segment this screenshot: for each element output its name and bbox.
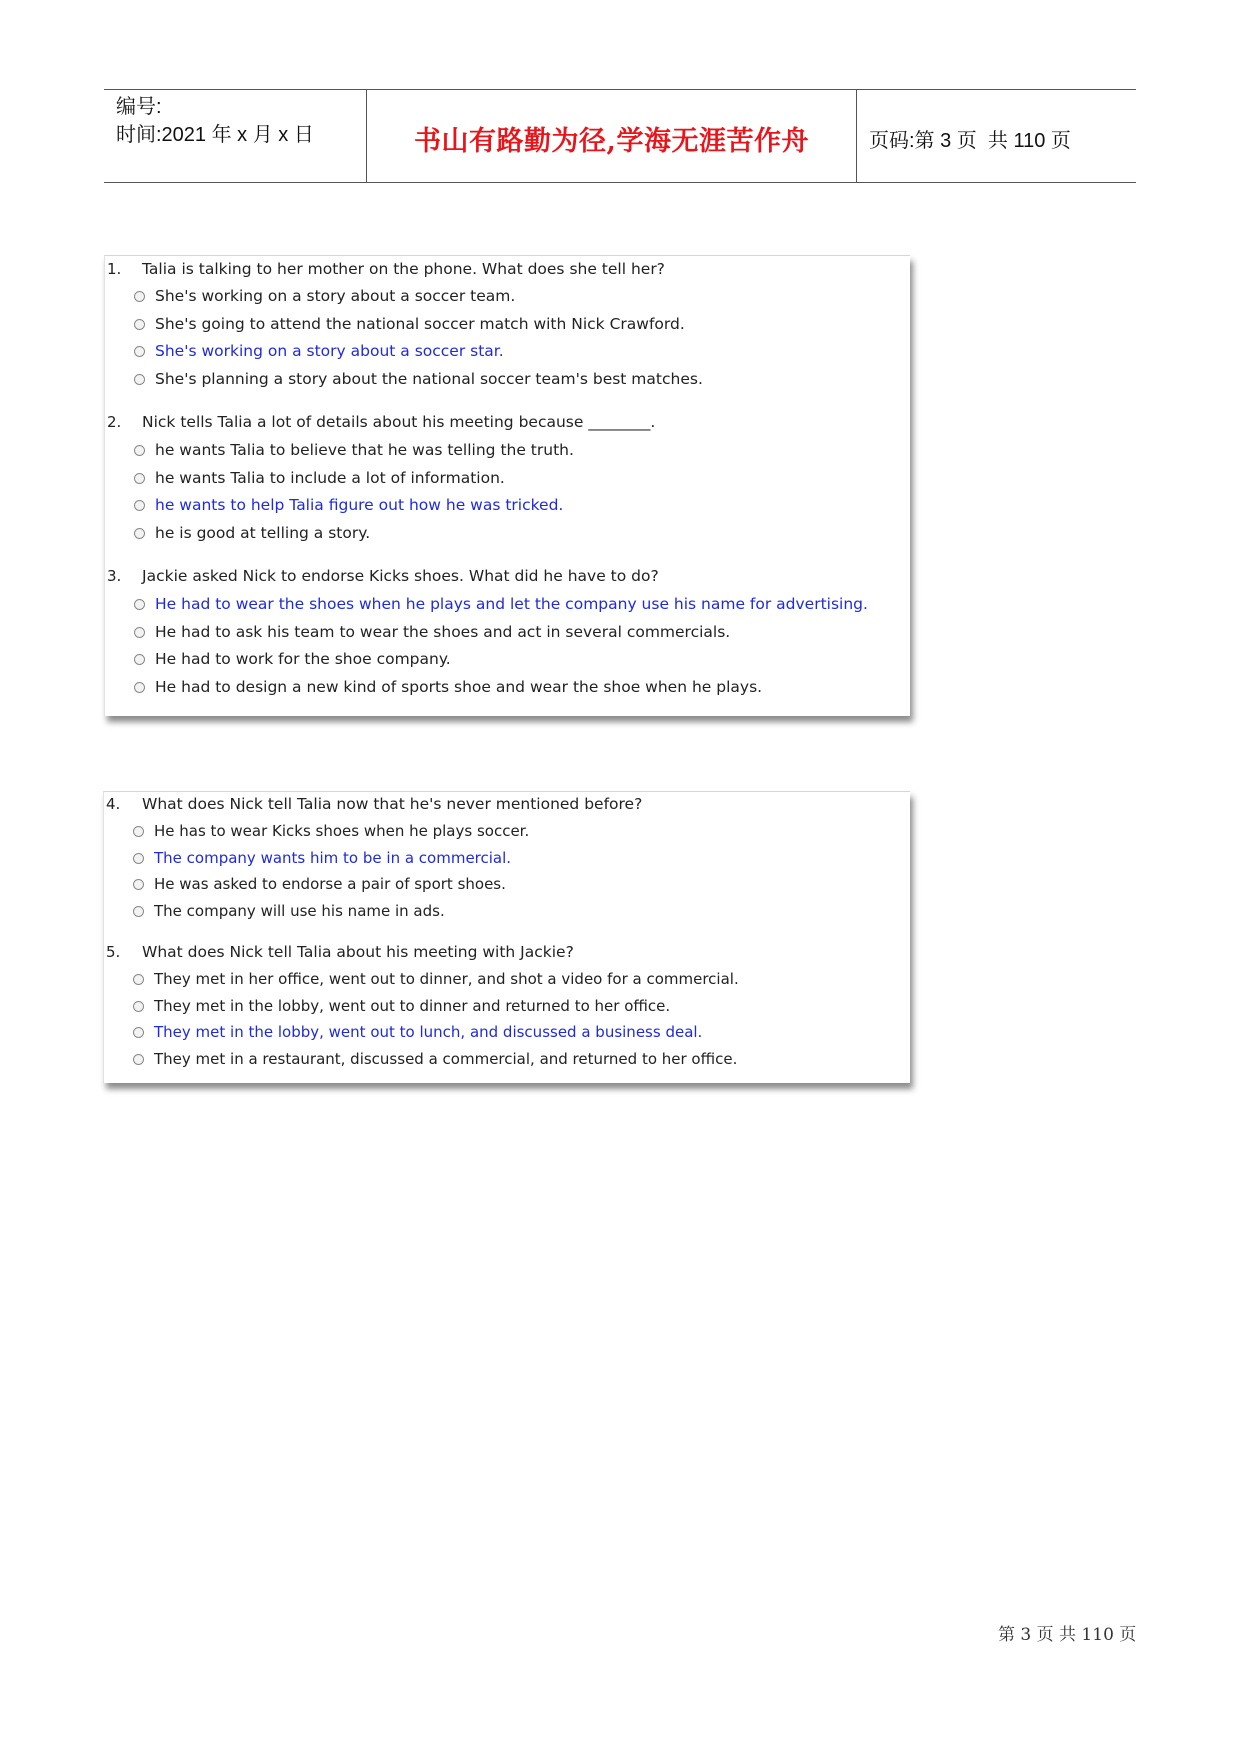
question-number: 3. <box>107 567 122 585</box>
option-label: He had to wear the shoes when he plays and let the company use his name for advertising. <box>155 595 868 613</box>
option-label: She's working on a story about a soccer star. <box>155 342 504 360</box>
answer-option[interactable] <box>134 440 574 460</box>
answer-option-correct[interactable] <box>133 848 511 868</box>
radio-button[interactable] <box>134 473 145 484</box>
radio-button[interactable] <box>134 291 145 302</box>
radio-button[interactable] <box>134 599 145 610</box>
answer-option-correct[interactable] <box>134 341 504 361</box>
option-label: he wants Talia to include a lot of information. <box>155 469 505 487</box>
radio-button[interactable] <box>134 528 145 539</box>
answer-option[interactable] <box>133 821 529 841</box>
question-text: What does Nick tell Talia about his meeting with Jackie? <box>142 943 574 961</box>
answer-option-correct[interactable] <box>134 594 868 614</box>
question-text: Talia is talking to her mother on the phone. What does she tell her? <box>142 260 665 278</box>
question-number: 5. <box>106 943 121 961</box>
answer-option[interactable] <box>133 996 670 1016</box>
quiz-panel-1 <box>104 255 910 716</box>
radio-button[interactable] <box>133 826 144 837</box>
radio-button[interactable] <box>134 445 145 456</box>
option-label: The company wants him to be in a commercial. <box>154 849 512 867</box>
header-motto-cell <box>367 90 856 182</box>
option-label: She's working on a story about a soccer team. <box>155 287 516 305</box>
answer-option[interactable] <box>134 286 515 306</box>
page-footer: 第 3 页 共 110 页 <box>998 1625 1137 1645</box>
option-label: he wants to help Talia figure out how he was tricked. <box>155 496 564 514</box>
answer-option[interactable] <box>134 523 370 543</box>
answer-option[interactable] <box>134 649 451 669</box>
answer-option-correct[interactable] <box>133 1022 702 1042</box>
radio-button[interactable] <box>134 682 145 693</box>
radio-button[interactable] <box>133 906 144 917</box>
radio-button[interactable] <box>133 879 144 890</box>
option-label: he is good at telling a story. <box>155 524 371 542</box>
answer-option[interactable] <box>133 901 445 921</box>
radio-button[interactable] <box>134 346 145 357</box>
answer-option[interactable] <box>134 369 703 389</box>
answer-option[interactable] <box>134 468 505 488</box>
radio-button[interactable] <box>133 1027 144 1038</box>
question-number: 1. <box>107 260 122 278</box>
question-number: 2. <box>107 413 122 431</box>
radio-button[interactable] <box>134 319 145 330</box>
document-time-label: 时间:2021 年 x 月 x 日 <box>116 124 314 146</box>
option-label: They met in the lobby, went out to lunch, and discussed a business deal. <box>154 1023 703 1041</box>
answer-option-correct[interactable] <box>134 495 563 515</box>
option-label: They met in a restaurant, discussed a commercial, and returned to her office. <box>154 1050 738 1068</box>
radio-button[interactable] <box>134 654 145 665</box>
option-label: The company will use his name in ads. <box>154 902 445 920</box>
answer-option[interactable] <box>134 314 685 334</box>
question-text: Nick tells Talia a lot of details about his meeting because ________. <box>142 413 656 431</box>
answer-option[interactable] <box>134 677 762 697</box>
answer-option[interactable] <box>134 622 730 642</box>
question-text: What does Nick tell Talia now that he's never mentioned before? <box>142 795 643 813</box>
option-label: He had to ask his team to wear the shoes and act in several commercials. <box>155 623 731 641</box>
option-label: He was asked to endorse a pair of sport shoes. <box>154 875 506 893</box>
option-label: She's going to attend the national soccer match with Nick Crawford. <box>155 315 685 333</box>
header-page-cell <box>857 90 1136 182</box>
option-label: They met in her office, went out to dinner, and shot a video for a commercial. <box>154 970 739 988</box>
document-number-label: 编号: <box>116 96 162 118</box>
radio-button[interactable] <box>133 974 144 985</box>
option-label: She's planning a story about the national soccer team's best matches. <box>155 370 703 388</box>
option-label: he wants Talia to believe that he was telling the truth. <box>155 441 574 459</box>
question-text: Jackie asked Nick to endorse Kicks shoes. What did he have to do? <box>142 567 659 585</box>
answer-option[interactable] <box>133 969 739 989</box>
radio-button[interactable] <box>133 1001 144 1012</box>
option-label: They met in the lobby, went out to dinner and returned to her office. <box>154 997 671 1015</box>
header-page-info: 页码:第 3 页 共 110 页 <box>869 129 1071 152</box>
question-number: 4. <box>106 795 121 813</box>
document-header <box>104 89 1136 183</box>
option-label: He has to wear Kicks shoes when he plays soccer. <box>154 822 530 840</box>
header-motto: 书山有路勤为径,学海无涯苦作舟 <box>414 125 809 157</box>
quiz-panel-2 <box>103 791 910 1083</box>
answer-option[interactable] <box>133 1049 737 1069</box>
radio-button[interactable] <box>134 500 145 511</box>
radio-button[interactable] <box>133 1054 144 1065</box>
radio-button[interactable] <box>134 627 145 638</box>
header-meta <box>116 90 366 182</box>
answer-option[interactable] <box>133 874 506 894</box>
radio-button[interactable] <box>133 853 144 864</box>
option-label: He had to work for the shoe company. <box>155 650 451 668</box>
option-label: He had to design a new kind of sports shoe and wear the shoe when he plays. <box>155 678 763 696</box>
radio-button[interactable] <box>134 374 145 385</box>
